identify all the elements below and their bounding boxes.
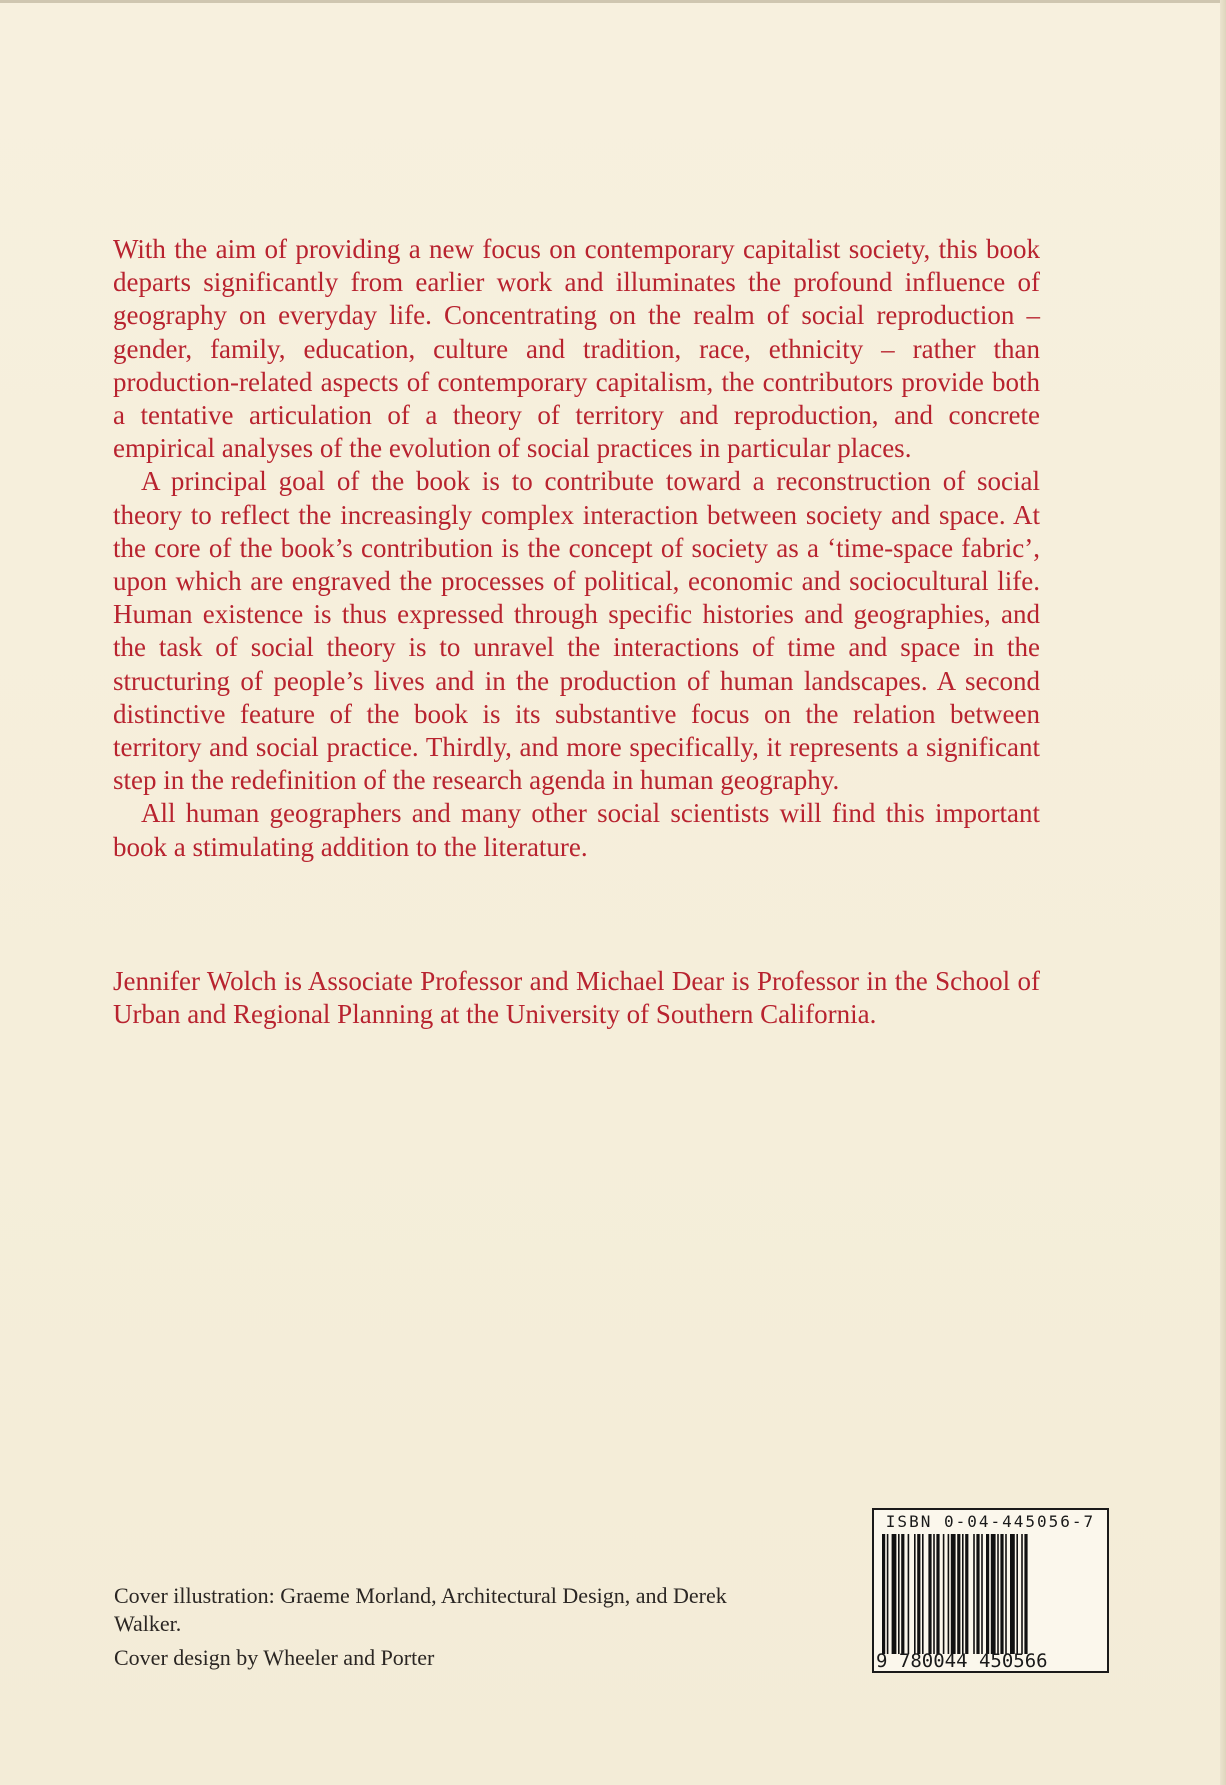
barcode-bar — [976, 1534, 979, 1654]
barcode-bar — [922, 1534, 924, 1654]
barcode-bar — [962, 1534, 964, 1654]
barcode-bar — [1016, 1534, 1018, 1654]
barcode-bar — [917, 1534, 920, 1654]
barcode-bar — [898, 1534, 900, 1654]
barcode-bar — [981, 1534, 983, 1654]
barcode-bar — [965, 1534, 968, 1654]
barcode-bar — [914, 1534, 916, 1654]
barcode-bar — [892, 1534, 897, 1654]
barcode-bar — [887, 1534, 889, 1654]
barcode-bar — [1021, 1534, 1023, 1654]
isbn-label: ISBN 0-04-445056-7 — [885, 1512, 1096, 1531]
barcode-bar — [1000, 1534, 1003, 1654]
barcode-bar — [908, 1534, 910, 1654]
barcode-bar — [991, 1534, 996, 1654]
design-credit: Cover design by Wheeler and Porter — [114, 1645, 435, 1670]
ean-digits: 9 780044 450566 — [876, 1650, 1048, 1672]
barcode-bar — [1024, 1534, 1027, 1654]
barcode-bar — [933, 1534, 935, 1654]
description-paragraph-1: With the aim of providing a new focus on contemporary capitalist society, this book departs significantly from earlier work and illuminates the profound influence of geography on everyday life. Concentrating on the realm of social reproduction – gender, family, education, culture and tradition, race, ethnicity – rather than production-related aspects of contemporary capitalism, the contributors provide both a tentative articulation of a theory of territory and reproduction, and concrete empirical analyses of the evolution of social practices in particular places. — [113, 234, 1040, 464]
cover-credits — [114, 1582, 754, 1672]
illustration-credit: Cover illustration: Graeme Morland, Architectural Design, and Derek Walker. — [114, 1583, 727, 1636]
barcode-icon — [882, 1534, 1100, 1654]
barcode-bar — [948, 1534, 950, 1654]
barcode-bar — [943, 1534, 945, 1654]
barcode-bar — [997, 1534, 999, 1654]
barcode-bar — [1010, 1534, 1015, 1654]
description-paragraph-3: All human geographers and many other social scientists will find this important book a stimulating addition to the literature. — [113, 798, 1040, 862]
barcode-bar — [901, 1534, 904, 1654]
description-paragraph-2: A principal goal of the book is to contribute toward a reconstruction of social theory to reflect the increasingly complex interaction between society and space. At the core of the book’s contribution is the concept of society as a ‘time-space fabric’, upon which are engraved the processes of political, economic and sociocultural life. Human existence is thus expressed through specific histories and geographies, and the task of social theory is to unravel the interactions of time and space in the structuring of people’s lives and in the production of human landscapes. A second distinctive feature of the book is its substantive focus on the relation between territory and social practice. Thirdly, and more specifically, it represents a significant step in the redefinition of the research agenda in human geography. — [113, 466, 1040, 796]
barcode-bar — [951, 1534, 956, 1654]
barcode-bar — [882, 1534, 885, 1654]
cover-top-edge — [0, 0, 1226, 3]
barcode-bar — [1005, 1534, 1007, 1654]
author-bio: Jennifer Wolch is Associate Professor and Michael Dear is Professor in the School of Urban and Regional Planning at the University of Southern California. — [113, 966, 1040, 1030]
barcode-block — [872, 1508, 1109, 1673]
book-description — [113, 233, 1040, 864]
barcode-bar — [928, 1534, 931, 1654]
cover-right-edge — [1220, 0, 1226, 1785]
barcode-bar — [973, 1534, 975, 1654]
barcode-bar — [957, 1534, 960, 1654]
barcode-bar — [936, 1534, 939, 1654]
barcode-bar — [986, 1534, 989, 1654]
